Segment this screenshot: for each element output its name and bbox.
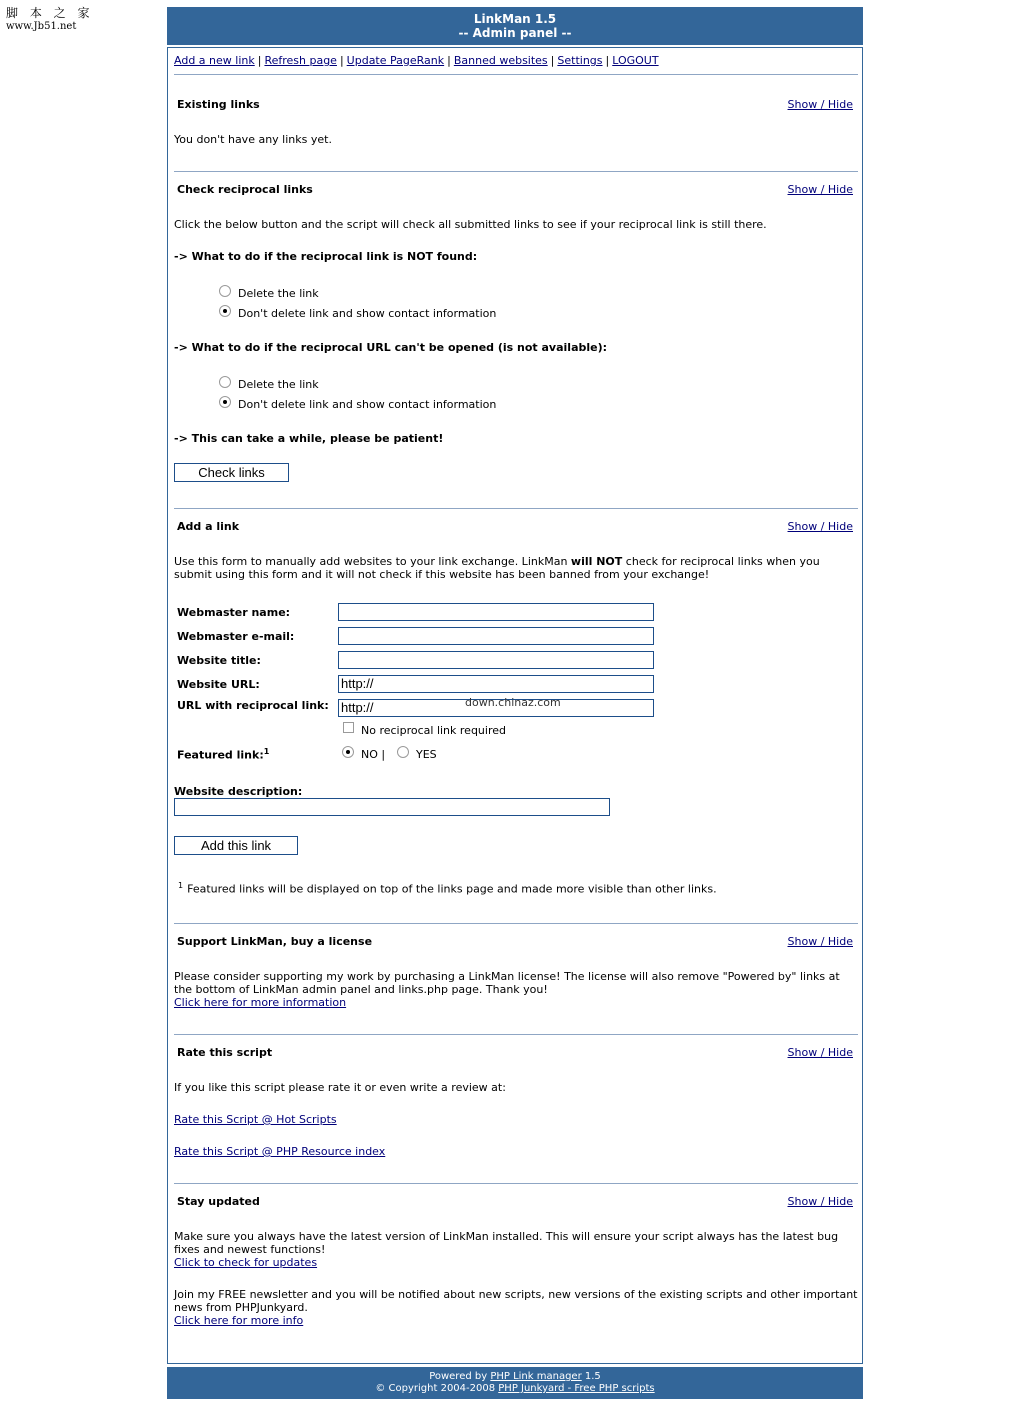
webmaster-name-label: Webmaster name: [177, 606, 291, 619]
section-title-support: Support LinkMan, buy a license [177, 935, 373, 948]
divider [174, 1183, 858, 1184]
powered-by: Powered by PHP Link manager 1.5 [429, 1371, 601, 1382]
divider [174, 923, 858, 924]
newsletter-text: Join my FREE newsletter and you will be notified about new scripts, new versions of the existing scripts and other important news from PHPJunkyard. [174, 1288, 858, 1314]
footnote: $^1$ Featured links will be displayed on top of the links page and made more visible than other links. [178, 881, 717, 896]
description-field[interactable] [174, 798, 610, 816]
toggle-support[interactable]: Show / Hide [787, 935, 853, 948]
reciprocal-question-not-found: -> What to do if the reciprocal link is NOT found: [174, 250, 478, 263]
check-updates-link[interactable]: Click to check for updates [174, 1256, 318, 1269]
featured-no-radio[interactable] [342, 746, 354, 758]
website-title-label: Website title: [177, 654, 261, 667]
existing-empty-text: You don't have any links yet. [174, 133, 332, 146]
nav-banned[interactable]: Banned websites [453, 54, 548, 67]
check-links-button[interactable]: Check links [174, 463, 289, 482]
radio-unavailable-keep[interactable] [219, 396, 231, 408]
nav-refresh[interactable]: Refresh page [264, 54, 337, 67]
support-text: Please consider supporting my work by purchasing a LinkMan license! The license will also remove "Powered by" links at the bottom of LinkMan admin panel and links.php page. Thank you! [174, 970, 840, 996]
webmaster-email-field[interactable] [338, 627, 654, 645]
radio-notfound-keep[interactable] [219, 305, 231, 317]
watermark-cn: 脚 本 之 家 [6, 6, 94, 20]
rate-php-resource-link[interactable]: Rate this Script @ PHP Resource index [174, 1145, 386, 1158]
divider [174, 508, 858, 509]
reciprocal-url-label: URL with reciprocal link: [177, 699, 329, 712]
divider [174, 171, 858, 172]
section-title-reciprocal: Check reciprocal links [177, 183, 313, 196]
section-title-existing: Existing links [177, 98, 260, 111]
webmaster-name-field[interactable] [338, 603, 654, 621]
newsletter-link[interactable]: Click here for more info [174, 1314, 304, 1327]
toggle-reciprocal[interactable]: Show / Hide [787, 183, 853, 196]
nav-update-pagerank[interactable]: Update PageRank [346, 54, 445, 67]
patience-note: -> This can take a while, please be patient! [174, 432, 444, 445]
section-title-updated: Stay updated [177, 1195, 260, 1208]
copyright: © Copyright 2004-2008 PHP Junkyard - Free PHP scripts [375, 1383, 655, 1394]
featured-link-label: Featured link:$^1$ [177, 747, 270, 762]
rate-hotscripts-link[interactable]: Rate this Script @ Hot Scripts [174, 1113, 337, 1126]
php-link-manager-link[interactable]: PHP Link manager [490, 1371, 582, 1382]
radio-label: Delete the link [238, 378, 319, 391]
add-link-intro: Use this form to manually add websites to your link exchange. LinkMan will NOT check for reciprocal links when you submit using this form and it will not check if this website has been banned from your exchange! [174, 555, 820, 581]
app-title: LinkMan 1.5 [473, 12, 557, 26]
section-title-add-link: Add a link [177, 520, 240, 533]
webmaster-email-label: Webmaster e-mail: [177, 630, 295, 643]
nav-logout[interactable]: LOGOUT [612, 54, 659, 67]
updated-text: Make sure you always have the latest version of LinkMan installed. This will ensure your script always has the latest bug fixes and newest functions! [174, 1230, 839, 1256]
description-label: Website description: [174, 785, 303, 798]
radio-label: Delete the link [238, 287, 319, 300]
reciprocal-intro: Click the below button and the script will check all submitted links to see if your reciprocal link is still there. [174, 218, 767, 231]
add-this-link-button[interactable]: Add this link [174, 836, 298, 855]
license-info-link[interactable]: Click here for more information [174, 996, 347, 1009]
toggle-rate[interactable]: Show / Hide [787, 1046, 853, 1059]
page-footer [167, 1367, 863, 1399]
page-header [167, 7, 863, 45]
php-junkyard-link[interactable]: PHP Junkyard - Free PHP scripts [498, 1383, 655, 1394]
divider [174, 74, 858, 75]
reciprocal-url-field[interactable]: http:// [338, 699, 654, 717]
rate-text: If you like this script please rate it or even write a review at: [174, 1081, 506, 1094]
radio-label: Don't delete link and show contact information [238, 307, 497, 320]
toggle-existing[interactable]: Show / Hide [787, 98, 853, 111]
featured-no-label: NO | [361, 748, 386, 761]
website-url-field[interactable]: http:// [338, 675, 654, 693]
reciprocal-question-unavailable: -> What to do if the reciprocal URL can't be opened (is not available): [174, 341, 608, 354]
featured-yes-label: YES [416, 748, 437, 761]
app-subtitle: -- Admin panel -- [458, 26, 572, 40]
watermark-url: www.Jb51.net [6, 21, 77, 32]
site-watermark [6, 6, 93, 34]
admin-panel [167, 47, 863, 1364]
featured-yes-radio[interactable] [397, 746, 409, 758]
radio-notfound-delete[interactable] [219, 285, 231, 297]
no-reciprocal-label: No reciprocal link required [361, 724, 506, 737]
nav-add-link[interactable]: Add a new link [174, 54, 255, 67]
radio-unavailable-delete[interactable] [219, 376, 231, 388]
website-url-label: Website URL: [177, 678, 260, 691]
toggle-updated[interactable]: Show / Hide [787, 1195, 853, 1208]
toggle-add-link[interactable]: Show / Hide [787, 520, 853, 533]
section-title-rate: Rate this script [177, 1046, 273, 1059]
no-reciprocal-checkbox[interactable] [343, 722, 354, 733]
divider [174, 1034, 858, 1035]
radio-label: Don't delete link and show contact information [238, 398, 497, 411]
top-nav: Add a new link | Refresh page | Update PageRank | Banned websites | Settings | LOGOUT [174, 54, 659, 67]
overlay-watermark: down.chinaz.com [465, 696, 561, 709]
website-title-field[interactable] [338, 651, 654, 669]
nav-settings[interactable]: Settings [557, 54, 603, 67]
